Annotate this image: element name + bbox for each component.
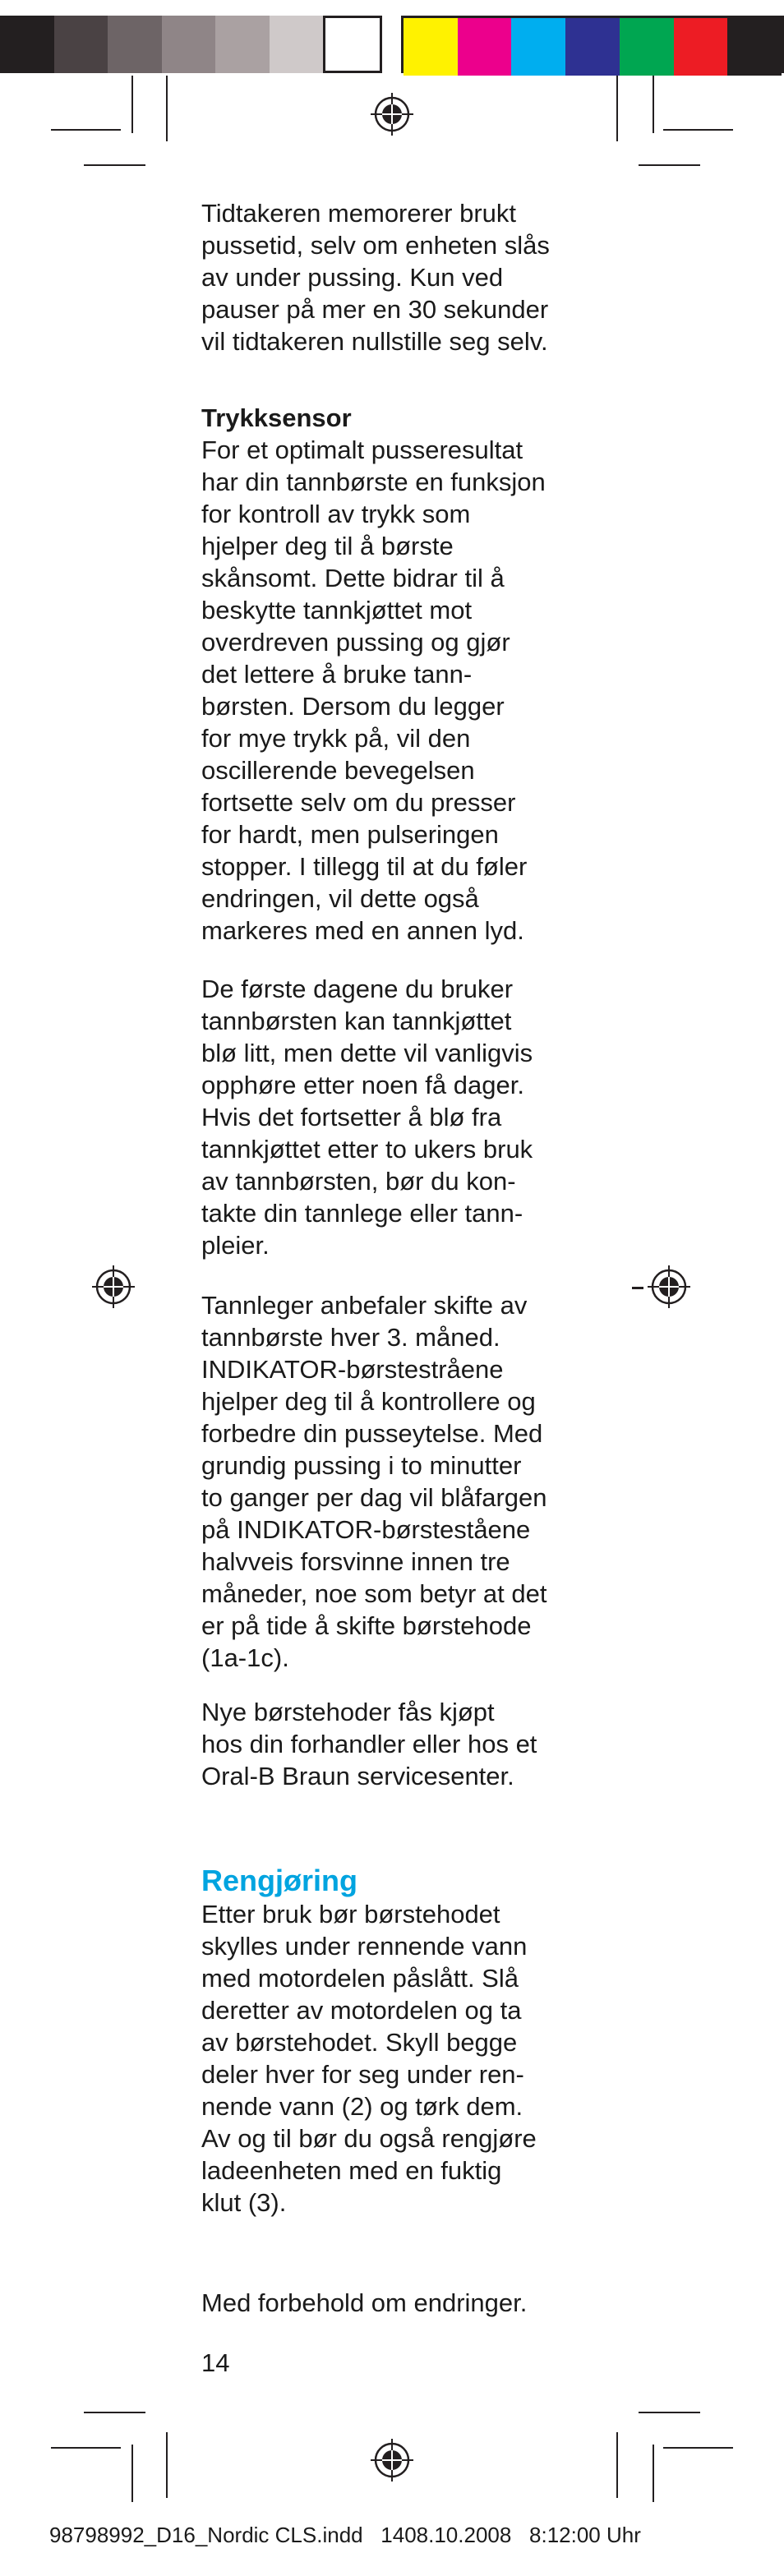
registration-mark-icon — [648, 1265, 690, 1308]
grey-swatch — [270, 16, 324, 73]
grey-swatch — [323, 16, 382, 73]
crop-mark — [166, 76, 168, 141]
section-title-cleaning: Rengjøring — [201, 1864, 357, 1897]
colour-swatch — [727, 18, 782, 76]
crop-mark — [166, 2432, 168, 2498]
colour-swatch — [404, 18, 458, 76]
crop-mark — [653, 76, 654, 133]
slug-page: 14 — [380, 2523, 405, 2547]
crop-mark — [51, 129, 121, 131]
registration-mark-icon — [92, 1265, 135, 1308]
disclaimer: Med forbehold om endringer. — [201, 2288, 528, 2317]
grey-swatch — [215, 16, 270, 73]
registration-mark-icon — [371, 2439, 413, 2482]
paragraph: De første dagene du bruker tannbørsten kan tannkjøttet blø litt, men dette vil vanligvis opphøre etter noen få dager. Hvis det fortsetter å blø fra tannkjøttet etter to ukers bruk av tannbørsten, bør du kon- takte din tannlege eller tann- pleier. — [201, 975, 533, 1260]
crop-mark — [639, 2412, 700, 2413]
colour-swatch — [458, 18, 512, 76]
subheading-pressure-sensor: Trykksensor — [201, 403, 352, 432]
text-block-replacement — [201, 1289, 588, 1674]
crop-mark — [84, 164, 145, 166]
page-number: 14 — [201, 2348, 230, 2377]
grey-scale-bar — [0, 16, 382, 73]
colour-swatch — [674, 18, 728, 76]
crop-mark — [639, 164, 700, 166]
grey-swatch — [108, 16, 162, 73]
paragraph: Tannleger anbefaler skifte av tannbørste hver 3. måned. INDIKATOR-børstestråene hjelper deg til å kontrollere og forbedre din pusseytelse. Med grundig pussing i to minutter to ganger per dag vil blåfargen på INDIKATOR-børsteståene halvveis forsvinne innen tre måneder, noe som betyr at det er på tide å skifte børstehode (1a-1c). — [201, 1291, 547, 1672]
crop-mark — [616, 2432, 618, 2498]
crop-mark — [653, 2445, 654, 2502]
text-block-bleeding — [201, 973, 588, 1261]
grey-swatch — [54, 16, 108, 73]
crop-mark — [84, 2412, 145, 2413]
slug-time: 8:12:00 Uhr — [529, 2523, 641, 2547]
colour-swatch — [565, 18, 620, 76]
print-slug — [49, 2523, 641, 2548]
text-block-pressure — [201, 402, 588, 947]
colour-swatch — [620, 18, 674, 76]
text-block-disclaimer — [201, 2287, 588, 2319]
text-block-brushheads — [201, 1696, 588, 1792]
text-block-timer — [201, 197, 588, 357]
grey-swatch — [0, 16, 54, 73]
grey-swatch — [162, 16, 216, 73]
registration-mark-icon — [371, 93, 413, 136]
colour-control-bar — [401, 16, 784, 73]
registration-tick — [632, 1287, 643, 1289]
crop-mark — [131, 2445, 133, 2502]
slug-date: 08.10.2008 — [404, 2523, 512, 2547]
slug-filename: 98798992_D16_Nordic CLS.indd — [49, 2523, 363, 2547]
paragraph: Nye børstehoder fås kjøpt hos din forhandler eller hos et Oral-B Braun servicesenter. — [201, 1698, 537, 1790]
text-block-cleaning — [201, 1864, 588, 2219]
paragraph: Etter bruk bør børstehodet skylles under rennende vann med motordelen påslått. Slå deretter av motordelen og ta av børstehodet. Skyll begge deler hver for seg under ren- nende vann (2) og tørk dem. Av og til bør du også rengjøre ladeenheten med en fuktig klut (3). — [201, 1900, 537, 2217]
paragraph: Tidtakeren memorerer brukt pussetid, selv om enheten slås av under pussing. Kun ved pauser på mer en 30 sekunder vil tidtakeren nullstille seg selv. — [201, 199, 550, 356]
colour-swatch — [511, 18, 565, 76]
crop-mark — [131, 76, 133, 133]
paragraph: For et optimalt pusseresultat har din tannbørste en funksjon for kontroll av trykk som hjelper deg til å børste skånsomt. Dette bidrar til å beskytte tannkjøttet mot overdreven pussing og gjør det lettere å bruke tann- børsten. Dersom du legger for mye trykk på, vil den oscillerende bevegelsen fortsette selv om du presser for hardt, men pulseringen stopper. I tillegg til at du føler endringen, vil dette også markeres med en annen lyd. — [201, 435, 546, 945]
crop-mark — [51, 2447, 121, 2449]
crop-mark — [616, 76, 618, 141]
crop-mark — [663, 129, 733, 131]
crop-mark — [663, 2447, 733, 2449]
